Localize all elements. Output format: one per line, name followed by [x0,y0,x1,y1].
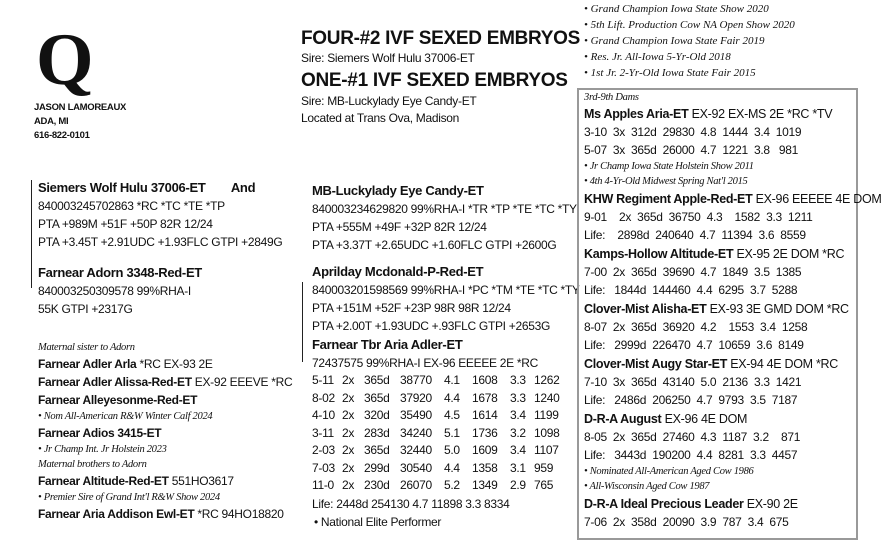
dam-record: 5-07 3x 365d 26000 4.7 1221 3.8 981 [584,143,798,157]
sire-name: Siemers Wolf Hulu 37006-ET [38,180,206,195]
record-cell: 5.1 [444,425,460,440]
left-divider [31,180,32,288]
record-cell: 4.5 [444,408,460,422]
offer-block [301,28,580,127]
production-records [312,372,568,495]
offer-location: Located at Trans Ova, Madison [301,111,460,125]
sire-heading: Aprilday Mcdonald-P-Red-ET [312,264,484,279]
record-cell: 1358 [472,460,498,475]
relative-name: Farnear Altitude-Red-ET [38,474,169,488]
sire-heading: Farnear Adorn 3348-Red-ET [38,265,202,280]
record-row [312,477,568,495]
record-cell: 2x [342,373,355,387]
record-cell: 5.0 [444,443,460,457]
record-cell: 4-10 [312,408,335,422]
record-row [312,390,568,408]
offer-title-2: ONE-#1 IVF SEXED EMBRYOS [301,70,568,91]
dam-name-line [584,300,856,318]
record-cell: 4.4 [444,390,460,405]
owner-block [34,101,126,143]
honor-item: • Res. Jr. All-Iowa 5-Yr-Old 2018 [584,51,731,63]
relative-name: Farnear Adios 3415-ET [38,426,162,440]
dam-classification: EX-92 EX-MS 2E *RC *TV [688,107,833,121]
record-cell: 8-02 [312,390,335,405]
dam-name-line [584,410,856,428]
record-cell: 1262 [534,373,560,387]
record-cell: 365d [364,443,390,457]
record-cell: 2.9 [510,478,526,492]
relative-suffix: 551HO3617 [168,474,234,488]
record-cell: 1608 [472,373,498,387]
record-cell: 1349 [472,478,498,492]
record-cell: 1098 [534,425,560,440]
dam-name: Kamps-Hollow Altitude-ET [584,247,734,261]
relative-suffix: *RC 94HO18820 [194,507,284,521]
honor-item: • Grand Champion Iowa State Show 2020 [584,3,769,15]
record-cell: 38770 [400,373,432,387]
sire-detail: 840003201598569 99%RHA-I *PC *TM *TE *TC *TY [312,283,580,297]
relative-name: Farnear Aria Addison Ewl-ET [38,507,195,521]
dam-entry [584,410,856,494]
dam-record: 7-00 2x 365d 39690 4.7 1849 3.5 1385 [584,265,802,279]
dam-record: Life: 3443d 190200 4.4 8281 3.3 4457 [584,448,798,462]
sire-detail: PTA +555M +49F +32P 82R 12/24 [312,220,487,234]
record-cell: 30540 [400,460,432,475]
record-row [312,460,568,478]
relative-name: Farnear Adler Arla [38,357,137,371]
relative-name: Farnear Alleyesonme-Red-ET [38,393,198,407]
dam-heading: Farnear Tbr Aria Adler-ET [312,337,463,352]
relative-suffix: EX-92 EEEVE *RC [191,375,293,389]
relative-entry [38,355,300,373]
dam-classification: EX-94 4E DOM *RC [727,357,838,371]
record-cell: 1107 [534,443,559,457]
record-cell: 959 [534,460,554,475]
record-cell: 2x [342,408,355,422]
record-cell: 765 [534,478,554,492]
record-cell: 7-03 [312,460,335,475]
owner-name: JASON LAMOREAUX [34,102,127,113]
sire-detail: PTA +151M +52F +23P 98R 98R 12/24 [312,301,511,315]
offer-sire-2: Sire: MB-Luckylady Eye Candy-ET [301,94,477,108]
record-cell: 2x [342,425,355,440]
record-cell: 230d [364,478,390,492]
record-cell: 320d [364,408,390,422]
and-label: And [230,180,256,195]
record-cell: 35490 [400,408,432,422]
record-cell: 3.3 [510,373,526,387]
record-cell: 26070 [400,478,432,492]
sire-heading [38,178,300,197]
dam-name-line [584,105,856,123]
dam-classification: EX-93 3E GMD DOM *RC [706,302,849,316]
dam-entry [584,105,856,189]
dam-name-line [584,245,856,263]
dam-entry [584,495,856,531]
relative-suffix: *RC EX-93 2E [136,357,213,371]
record-cell: 1736 [472,425,498,440]
dam-name: KHW Regiment Apple-Red-ET [584,192,753,206]
dam-record: Life: 1844d 144460 4.4 6295 3.7 5288 [584,283,798,297]
dams-list [584,105,882,531]
dam-honor-note: • Jr Champ Iowa State Holstein Show 2011 [584,161,754,172]
dam-record: 7-06 2x 358d 20090 3.9 787 3.4 675 [584,515,789,529]
record-cell: 4.1 [444,373,460,387]
record-cell: 365d [364,390,390,405]
record-cell: 4.4 [444,460,460,475]
logo: Q [36,19,94,101]
record-cell: 2-03 [312,443,335,457]
record-cell: 3.3 [510,390,526,405]
offer-title-1: FOUR-#2 IVF SEXED EMBRYOS [301,28,580,49]
sire-detail: 840003234629820 99%RHA-I *TR *TP *TE *TC *TY [312,202,577,216]
sire-detail: PTA +3.37T +2.65UDC +1.60FLC GTPI +2600G [312,238,557,252]
owner-location: ADA, MI [34,116,69,127]
top-honors [584,1,795,81]
dam-record: 8-05 2x 365d 27460 4.3 1187 3.2 871 [584,430,801,444]
record-row [312,407,568,425]
record-cell: 3.4 [510,408,526,422]
record-cell: 2x [342,460,355,475]
record-cell: 1609 [472,443,498,457]
dam-entry [584,190,882,244]
relative-entry [38,472,300,490]
record-cell: 299d [364,460,390,475]
honor-note: • Premier Sire of Grand Int'l R&W Show 2024 [38,492,220,503]
record-row [312,372,568,390]
dam-name: Clover-Mist Alisha-ET [584,302,707,316]
record-cell: 5.2 [444,478,460,492]
dam-record: 8-07 2x 365d 36920 4.2 1553 3.4 1258 [584,320,808,334]
dam-record: 9-01 2x 365d 36750 4.3 1582 3.3 1211 [584,210,813,224]
dam-record: Life: 2486d 206250 4.7 9793 3.5 7187 [584,393,798,407]
honor-item: • 5th Lift. Production Cow NA Open Show 2020 [584,19,795,31]
dam-honor-note: • All-Wisconsin Aged Cow 1987 [584,481,710,492]
dam-record: 7-10 3x 365d 43140 5.0 2136 3.3 1421 [584,375,802,389]
dam-name: Ms Apples Aria-ET [584,107,689,121]
relative-entry [38,373,300,391]
record-cell: 3.1 [510,460,526,475]
sire-heading: MB-Luckylady Eye Candy-ET [312,183,484,198]
dam-record: Life: 2999d 226470 4.7 10659 3.6 8149 [584,338,804,352]
dam-name: D-R-A Ideal Precious Leader [584,497,744,511]
record-cell: 3.2 [510,425,526,440]
dam-id: 72437575 99%RHA-I EX-96 EEEEE 2E *RC [312,356,538,370]
dam-name-line [584,495,856,513]
offer-sire-1: Sire: Siemers Wolf Hulu 37006-ET [301,51,475,65]
dam-entry [584,355,856,409]
honor-item: • Grand Champion Iowa State Fair 2019 [584,35,765,47]
record-cell: 2x [342,443,355,457]
record-cell: 37920 [400,390,432,405]
life-record: Life: 2448d 254130 4.7 11898 3.3 8334 [312,496,510,511]
record-cell: 1678 [472,390,498,405]
dam-name-line [584,355,856,373]
elite-note: • National Elite Performer [314,514,442,529]
record-cell: 32440 [400,443,432,457]
record-cell: 365d [364,373,390,387]
record-row [312,442,568,460]
section-label: Maternal brothers to Adorn [38,459,147,470]
record-cell: 1614 [472,408,498,422]
dam-name: D-R-A August [584,412,662,426]
dams-header: 3rd-9th Dams [584,92,639,103]
record-row [312,425,568,443]
dam-honor-note: • Nominated All-American Aged Cow 1986 [584,466,754,477]
record-cell: 1240 [534,390,560,405]
section-label: Maternal sister to Adorn [38,342,135,353]
dam-name: Clover-Mist Augy Star-ET [584,357,728,371]
record-cell: 2x [342,478,355,492]
record-cell: 283d [364,425,390,440]
relative-name: Farnear Adler Alissa-Red-ET [38,375,192,389]
dam-classification: EX-96 EEEEE 4E DOM [752,192,882,206]
dam-entry [584,300,856,354]
relative-entry [38,505,300,523]
dam-classification: EX-95 2E DOM *RC [733,247,845,261]
honor-note: • Jr Champ Int. Jr Holstein 2023 [38,444,167,455]
dams-column [584,90,882,531]
dam-record: 3-10 3x 312d 29830 4.8 1444 3.4 1019 [584,125,802,139]
record-cell: 1199 [534,408,559,422]
sire-detail: PTA +2.00T +1.93UDC +.93FLC GTPI +2653G [312,319,550,333]
dam-entry [584,245,856,299]
owner-phone: 616-822-0101 [34,130,90,141]
dam-classification: EX-90 2E [743,497,798,511]
sire-detail: 840003245702863 *RC *TC *TE *TP [38,199,225,213]
honor-note: • Nom All-American R&W Winter Calf 2024 [38,411,213,422]
record-cell: 2x [342,390,355,405]
record-cell: 5-11 [312,373,334,387]
record-cell: 11-0 [312,478,334,492]
dam-record: Life: 2898d 240640 4.7 11394 3.6 8559 [584,228,806,242]
middle-column [312,181,580,531]
record-cell: 3.4 [510,443,526,457]
left-column [38,178,300,523]
sire-detail: 55K GTPI +2317G [38,302,133,316]
sire-detail: PTA +3.45T +2.91UDC +1.93FLC GTPI +2849G [38,235,283,249]
mid-divider [302,282,303,362]
sire-detail: PTA +989M +51F +50P 82R 12/24 [38,217,213,231]
record-cell: 3-11 [312,425,334,440]
record-cell: 34240 [400,425,432,440]
dam-name-line [584,190,882,208]
honor-item: • 1st Jr. 2-Yr-Old Iowa State Fair 2015 [584,67,756,79]
sire-detail: 840003250309578 99%RHA-I [38,284,191,298]
dam-honor-note: • 4th 4-Yr-Old Midwest Spring Nat'l 2015 [584,176,748,187]
dam-classification: EX-96 4E DOM [661,412,748,426]
